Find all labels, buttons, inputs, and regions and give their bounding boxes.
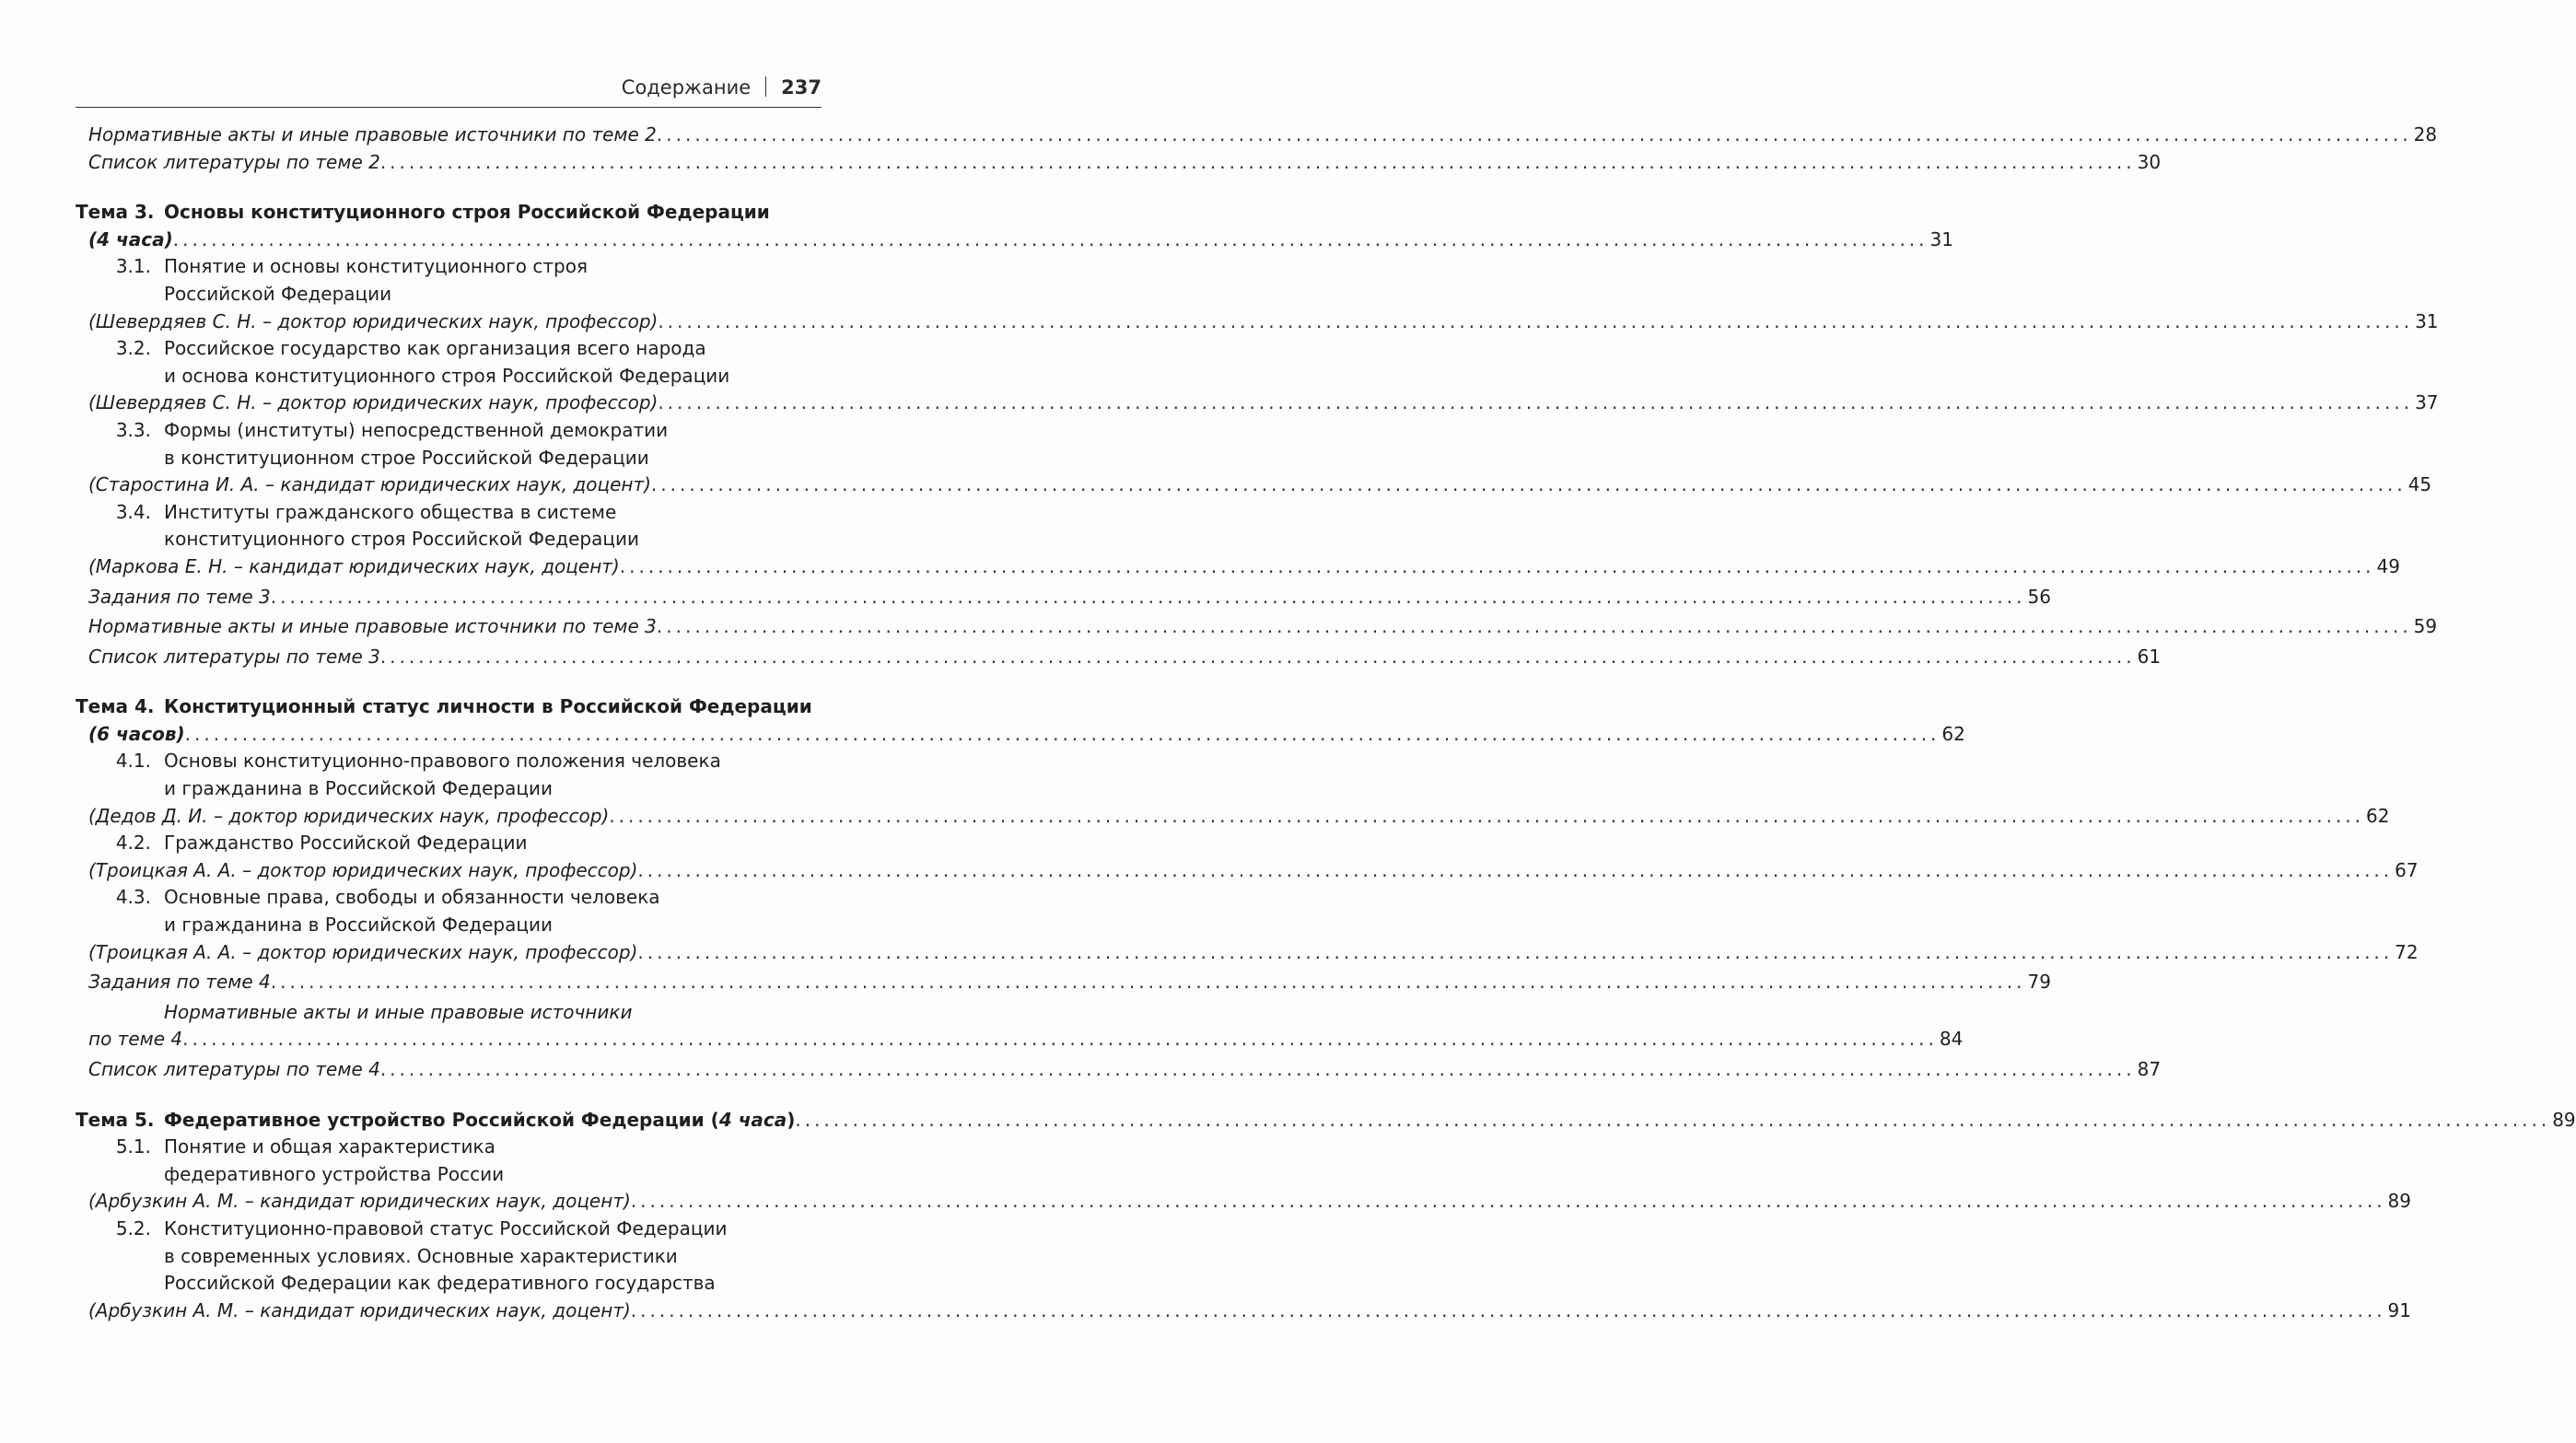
toc-entry: Задания по теме 3 ..... 56 [76,584,822,611]
toc-entry: 4.1. Основы конституционно-правового положения человека [115,750,721,773]
table-of-contents: Нормативные акты и иные правовые источники по теме 2 ..... 28 Список литературы по теме 2 ..... 30 Тема 3. Основы конституционного строя Российской Федерации (4 часа) ..... 31 3.1. Понятие и основы конституционного строя Российской Федерации (Шевердяев С. Н. – доктор юридических наук, профессор) ..... 31 3.2. Российское государство как организация всего народа и основа конституционного строя Российской Федерации (Шевердяев С. Н. – доктор юридических наук, профессор) ..... 37 3.3. Формы (институты) непосредственной демократии в конституционном строе Российской Федерации (Старостина И. А. – кандидат юридических наук, доцент) ..... 45 3.4. Институты гражданского общества в системе конституционного строя Российской Федерации (Маркова Е. Н. – кандидат юридических наук, доцент) ..... 49 Задания по теме 3 ..... 56 Нормативные акты и иные правовые источники по теме 3 ..... 59 Список литературы по теме 3 ..... 61 Тема 4. Конституционный статус личности в Российской Федерации (6 часов) ..... 62 4.1. Основы конституционно-правового положения человека и гражданина в Российской Федерации (Дедов Д. И. – доктор юридических наук, профессор) ..... 62 4.2. Гражданство Российской Федерации (Троицкая А. А. – доктор юридических наук, профессор) ..... 67 4.3. Основные права, свободы и обязанности человека и гражданина в Российской Федерации (Троицкая А. А. – доктор юридических наук, профессор) ..... 72 Задания по теме 4 ..... 79 Нормативные акты и иные правовые источники по теме 4 ..... 84 Список литературы по теме 4 ..... 87 Тема 5. Федеративное устройство Российской Федерации (4 часа) ..... 89 5.1. Понятие и общая характеристика федеративного устройства России (Арбузкин А. М. – кандидат юридических наук, доцент) ..... 89 5.2. Конституционно-правовой статус Российской Федерации в современных условиях. Основные характеристики Российской Федерации как федеративного государства (Арбузкин А. М. – кандидат юридических наук, доцент) ..... 91 [76,122,822,1324]
toc-entry: Нормативные акты и иные правовые источники по теме 3 ..... 59 [76,613,822,641]
toc-entry: Список литературы по теме 4 ..... 87 [76,1056,822,1084]
toc-entry: Список литературы по теме 3 ..... 61 [76,644,822,671]
header-divider [765,76,766,97]
section-title: Содержание [621,76,752,99]
header-rule [76,107,822,108]
toc-entry: 4.3. Основные права, свободы и обязанности человека [115,886,660,909]
toc-entry: Нормативные акты и иные правовые источники [164,1000,633,1023]
toc-entry: 4.2. Гражданство Российской Федерации [115,832,528,855]
toc-entry: 3.4. Институты гражданского общества в системе [115,500,617,523]
topic-heading-cont: (4 часа) ..... 31 [76,227,822,254]
toc-entry: Список литературы по теме 2 ..... 30 [76,149,822,177]
toc-entry: 5.1. Понятие и общая характеристика [115,1135,495,1158]
toc-entry: 3.2. Российское государство как организация всего народа [115,337,706,360]
toc-entry: Нормативные акты и иные правовые источники по теме 2 ..... 28 [76,122,822,149]
topic-heading: Тема 4. Конституционный статус личности в Российской Федерации [76,695,812,718]
running-header [76,74,822,101]
toc-entry: 3.1. Понятие и основы конституционного строя [115,255,588,278]
topic-heading-cont: (6 часов) ..... 62 [76,721,822,749]
toc-entry: 5.2. Конституционно-правовой статус Российской Федерации [115,1216,728,1239]
topic-heading: Тема 3. Основы конституционного строя Российской Федерации [76,201,770,224]
toc-entry: Задания по теме 4 ..... 79 [76,969,822,996]
topic-heading: Тема 5. Федеративное устройство Российской Федерации (4 часа) ..... 89 [76,1107,822,1135]
page-number: 237 [781,76,822,99]
toc-entry: 3.3. Формы (институты) непосредственной демократии [115,418,669,441]
